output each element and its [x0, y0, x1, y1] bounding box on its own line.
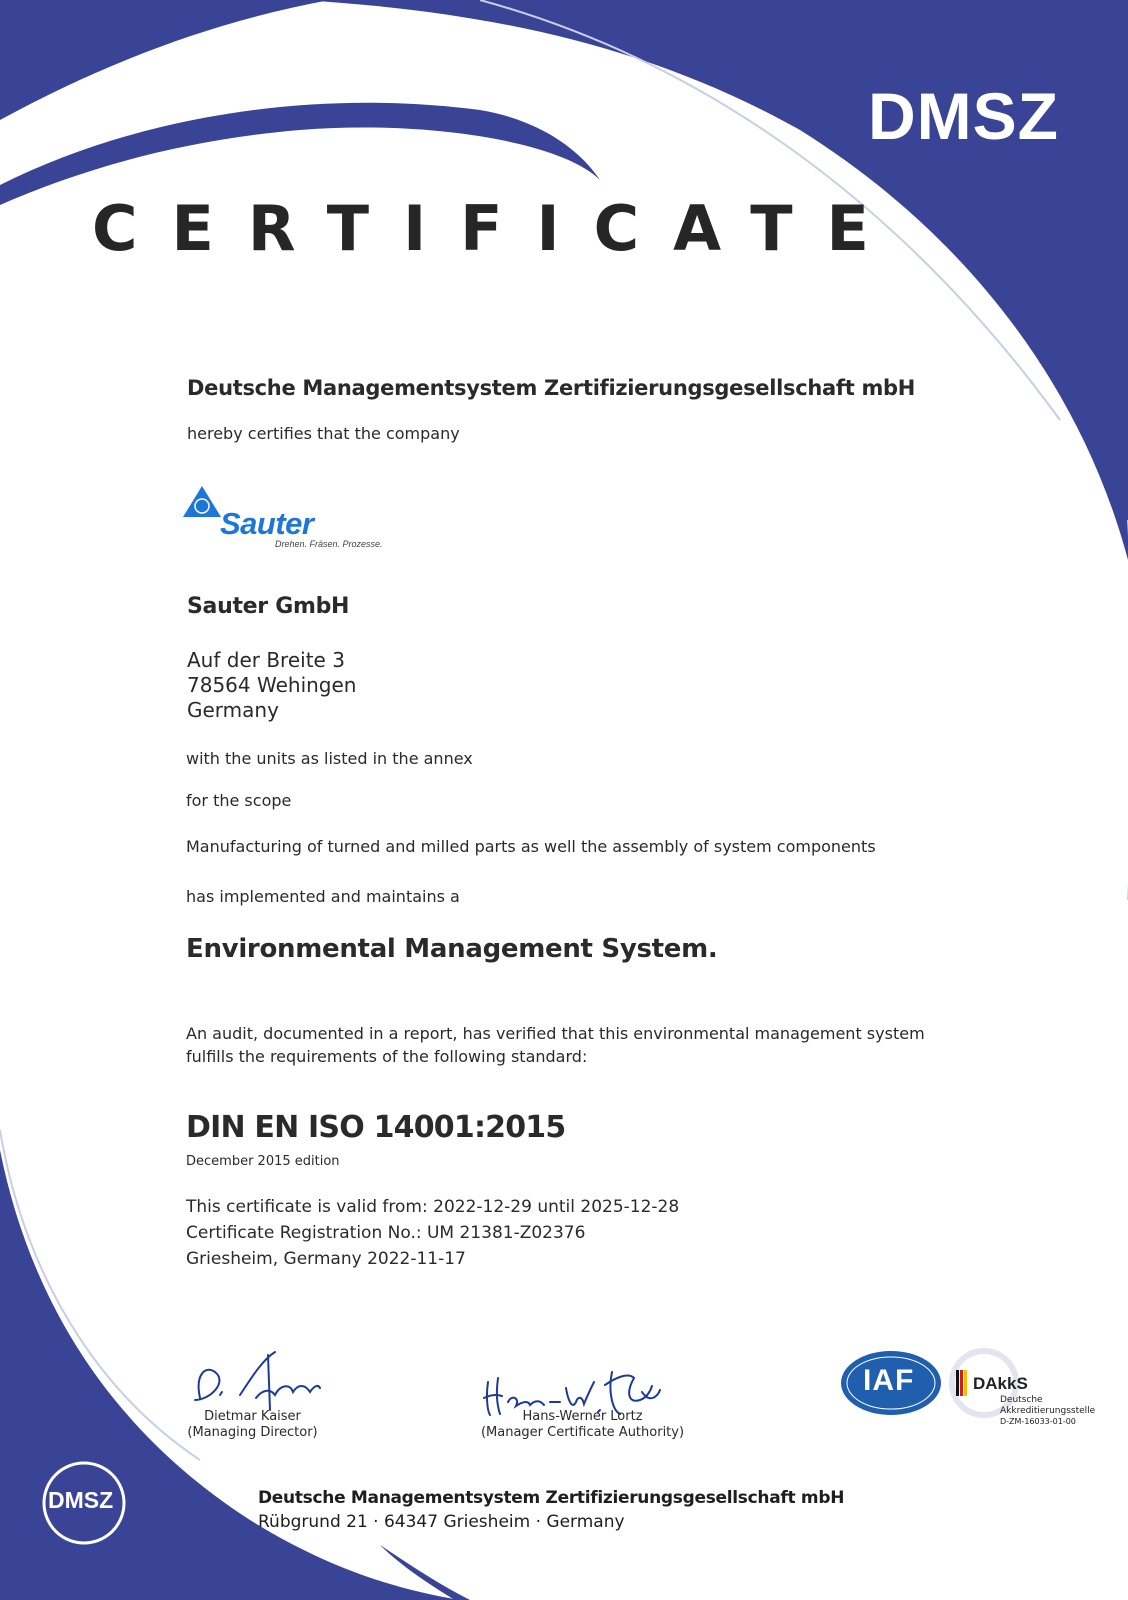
audit-text-line2: fulfills the requirements of the following standard: — [186, 1047, 588, 1066]
dakks-line1: Deutsche — [1000, 1395, 1043, 1405]
top-left-thin-swoosh — [0, 103, 600, 205]
validity-period: This certificate is valid from: 2022-12-29 until 2025-12-28 — [186, 1197, 680, 1217]
bottom-left-blue-swoosh — [0, 1150, 460, 1600]
sauter-logo-tagline: Drehen. Fräsen. Prozesse. — [275, 539, 383, 549]
implemented-text: has implemented and maintains a — [186, 887, 460, 906]
signatory-2-role: (Manager Certificate Authority) — [480, 1425, 685, 1440]
certificate-title: CERTIFICATE — [92, 192, 903, 265]
client-address-line1: Auf der Breite 3 — [187, 648, 345, 672]
sauter-logo-wordmark: Sauter — [220, 506, 314, 541]
dakks-line2: Akkreditierungsstelle — [1000, 1406, 1096, 1416]
scope-text: Manufacturing of turned and milled parts as well the assembly of system components — [186, 837, 876, 856]
registration-number: Certificate Registration No.: UM 21381-Z02376 — [186, 1223, 586, 1243]
signatory-1-role: (Managing Director) — [187, 1425, 318, 1440]
iaf-logo-text: IAF — [863, 1364, 915, 1397]
client-address-line3: Germany — [187, 698, 279, 722]
top-left-blue-swoosh — [0, 0, 330, 120]
client-address-line2: 78564 Wehingen — [187, 673, 357, 697]
dmsz-logo: DMSZ — [868, 79, 1059, 153]
dakks-accreditation-number: D-ZM-16033-01-00 — [1000, 1417, 1076, 1426]
standard-edition: December 2015 edition — [186, 1154, 340, 1169]
scope-intro: for the scope — [186, 791, 292, 810]
footer-company-name: Deutsche Managementsystem Zertifizierungsgesellschaft mbH — [258, 1488, 845, 1508]
management-system-name: Environmental Management System. — [186, 934, 718, 964]
signatory-2-name: Hans-Werner Lortz — [522, 1409, 643, 1424]
audit-text-line1: An audit, documented in a report, has verified that this environmental management system — [186, 1024, 925, 1043]
client-name: Sauter GmbH — [187, 594, 350, 619]
dakks-logo-text: DAkkS — [973, 1374, 1028, 1393]
signatory-1-name: Dietmar Kaiser — [204, 1409, 301, 1424]
signature-kaiser — [195, 1352, 320, 1410]
intro-text: hereby certifies that the company — [187, 424, 460, 443]
standard-name: DIN EN ISO 14001:2015 — [186, 1110, 566, 1145]
sauter-triangle-icon — [183, 486, 221, 517]
footer-dmsz-logo: DMSZ — [48, 1487, 114, 1513]
footer-address: Rübgrund 21 · 64347 Griesheim · Germany — [258, 1512, 625, 1532]
units-text: with the units as listed in the annex — [186, 749, 473, 768]
issuer-name: Deutsche Managementsystem Zertifizierungsgesellschaft mbH — [187, 376, 916, 400]
place-and-date: Griesheim, Germany 2022-11-17 — [186, 1249, 466, 1269]
